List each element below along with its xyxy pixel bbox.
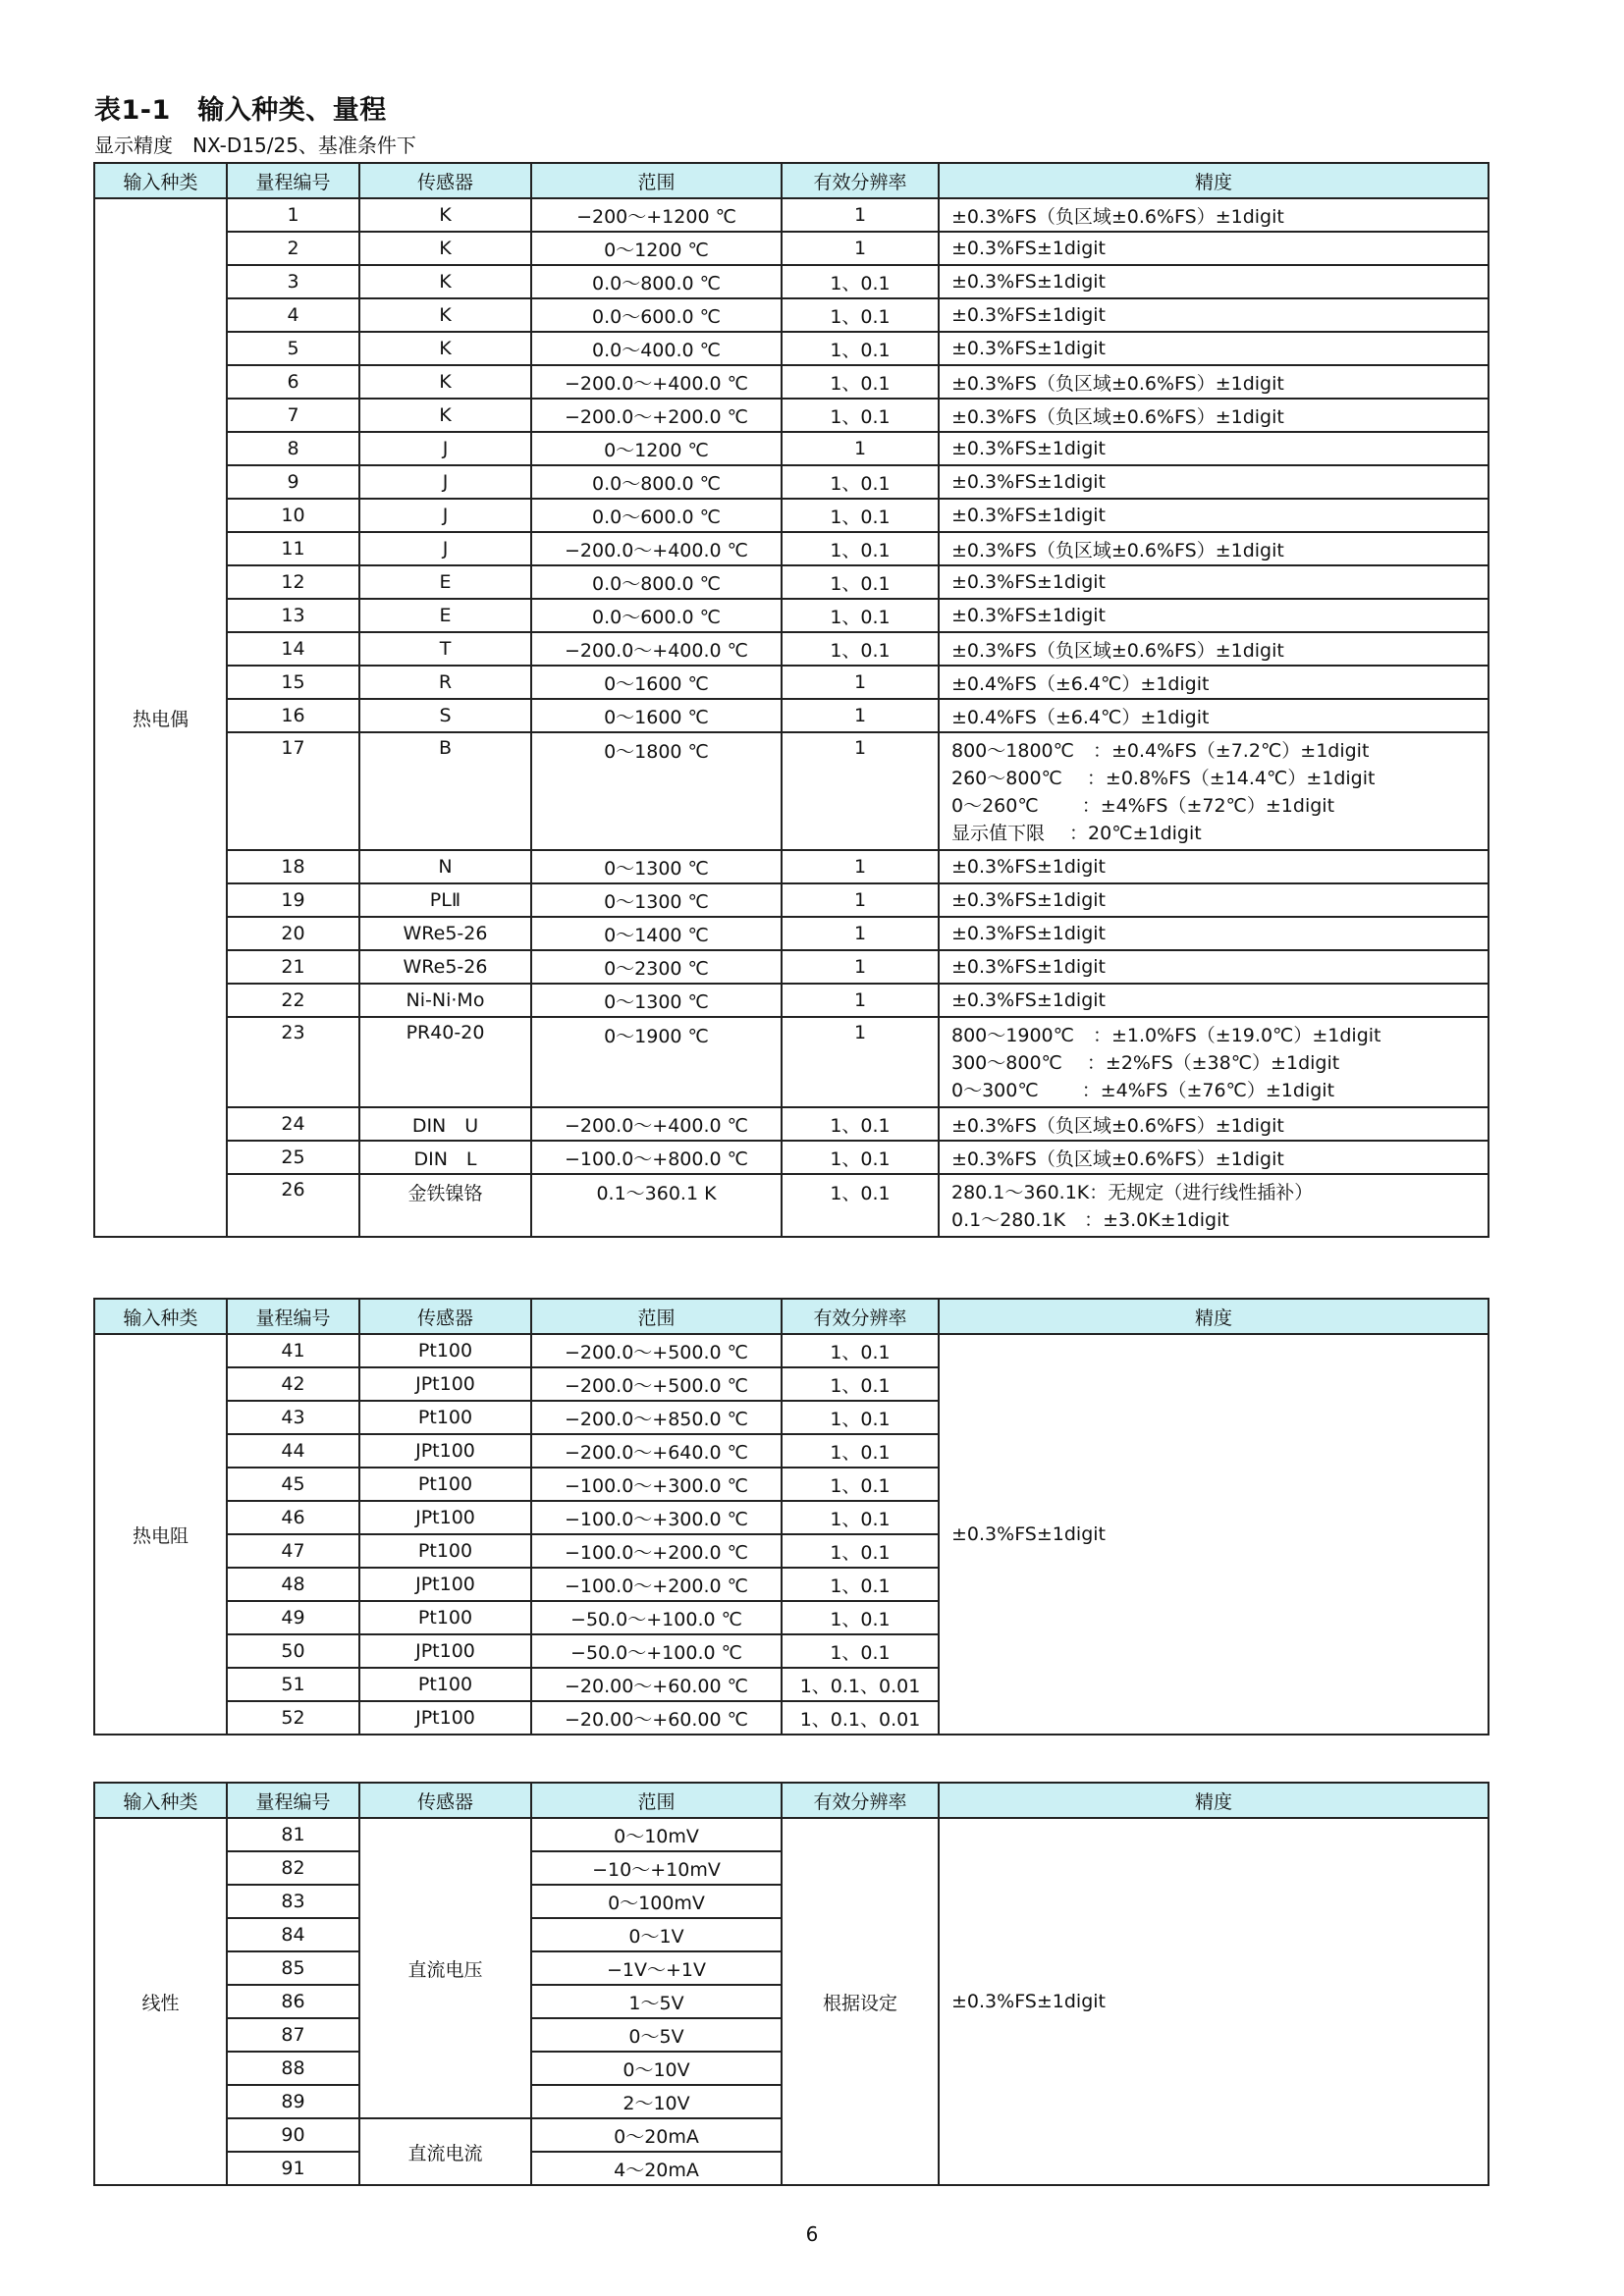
range-cell: 0～20mA xyxy=(531,2118,782,2152)
range-no-cell: 9 xyxy=(227,465,359,499)
sensor-cell: K xyxy=(359,332,531,365)
range-no-cell: 87 xyxy=(227,2018,359,2052)
resolution-cell: 1、0.1 xyxy=(782,365,939,399)
sensor-cell: S xyxy=(359,699,531,732)
range-no-cell: 12 xyxy=(227,565,359,599)
range-no-cell: 82 xyxy=(227,1851,359,1885)
range-no-cell: 15 xyxy=(227,666,359,699)
range-no-cell: 41 xyxy=(227,1334,359,1367)
resolution-cell: 1、0.1 xyxy=(782,1434,939,1468)
accuracy-cell: ±0.3%FS±1digit xyxy=(939,883,1489,917)
resolution-cell: 根据设定 xyxy=(782,1818,939,2185)
sensor-cell: J xyxy=(359,532,531,565)
accuracy-cell: ±0.3%FS±1digit xyxy=(939,917,1489,950)
accuracy-cell: ±0.3%FS±1digit xyxy=(939,465,1489,499)
sensor-cell: JPt100 xyxy=(359,1568,531,1601)
resolution-cell: 1、0.1 xyxy=(782,1107,939,1141)
table-row xyxy=(94,984,1489,1017)
range-cell: 0～1V xyxy=(531,1918,782,1951)
range-cell: 1～5V xyxy=(531,1985,782,2018)
sensor-cell: Ni-Ni·Mo xyxy=(359,984,531,1017)
range-cell: 0～1400 ℃ xyxy=(531,917,782,950)
table-row xyxy=(94,1174,1489,1237)
table-row xyxy=(94,1107,1489,1141)
rtd-table xyxy=(93,1298,1489,1735)
sensor-cell: B xyxy=(359,732,531,850)
resolution-cell: 1、0.1 xyxy=(782,1534,939,1568)
range-cell: −200.0～+500.0 ℃ xyxy=(531,1334,782,1367)
resolution-cell: 1、0.1 xyxy=(782,632,939,666)
accuracy-cell xyxy=(939,1017,1489,1107)
range-cell: 0～1900 ℃ xyxy=(531,1017,782,1107)
range-cell: 0～1200 ℃ xyxy=(531,232,782,265)
range-no-cell: 17 xyxy=(227,732,359,850)
sensor-cell: K xyxy=(359,265,531,298)
range-cell: −50.0～+100.0 ℃ xyxy=(531,1601,782,1634)
range-cell: −200.0～+400.0 ℃ xyxy=(531,1107,782,1141)
range-cell: −100.0～+300.0 ℃ xyxy=(531,1468,782,1501)
accuracy-cell: ±0.3%FS±1digit xyxy=(939,950,1489,984)
accuracy-line: 800～1800℃ ：±0.4%FS（±7.2℃）±1digit xyxy=(951,740,1370,762)
range-no-cell: 83 xyxy=(227,1885,359,1918)
resolution-cell: 1、0.1 xyxy=(782,599,939,632)
range-no-cell: 85 xyxy=(227,1951,359,1985)
range-cell: 4～20mA xyxy=(531,2152,782,2185)
range-cell: 0.0～800.0 ℃ xyxy=(531,465,782,499)
header-range: 范围 xyxy=(531,163,782,198)
range-cell: 2～10V xyxy=(531,2085,782,2118)
range-cell: 0～1300 ℃ xyxy=(531,984,782,1017)
resolution-cell: 1 xyxy=(782,732,939,850)
table-row xyxy=(94,265,1489,298)
resolution-cell: 1、0.1 xyxy=(782,532,939,565)
sensor-cell: WRe5-26 xyxy=(359,950,531,984)
table-row xyxy=(94,1141,1489,1174)
range-cell: 0～1800 ℃ xyxy=(531,732,782,850)
sensor-cell: PR40-20 xyxy=(359,1017,531,1107)
accuracy-line: 280.1～360.1K：无规定（进行线性插补） xyxy=(951,1182,1314,1203)
accuracy-cell: ±0.3%FS±1digit xyxy=(939,850,1489,883)
range-no-cell: 2 xyxy=(227,232,359,265)
sensor-cell: J xyxy=(359,432,531,465)
range-no-cell: 24 xyxy=(227,1107,359,1141)
range-cell: −200.0～+200.0 ℃ xyxy=(531,399,782,432)
resolution-cell: 1、0.1、0.01 xyxy=(782,1701,939,1735)
table-header-row xyxy=(94,1299,1489,1334)
range-cell: 0～10mV xyxy=(531,1818,782,1851)
range-cell: 0～1600 ℃ xyxy=(531,699,782,732)
resolution-cell: 1、0.1 xyxy=(782,1501,939,1534)
range-cell: 0.0～600.0 ℃ xyxy=(531,599,782,632)
range-no-cell: 52 xyxy=(227,1701,359,1735)
range-no-cell: 13 xyxy=(227,599,359,632)
range-no-cell: 6 xyxy=(227,365,359,399)
accuracy-cell xyxy=(939,1174,1489,1237)
header-sensor: 传感器 xyxy=(359,163,531,198)
resolution-cell: 1、0.1 xyxy=(782,499,939,532)
accuracy-cell: ±0.3%FS（负区域±0.6%FS）±1digit xyxy=(939,1141,1489,1174)
table-subtitle: 显示精度 NX-D15/25、基准条件下 xyxy=(94,133,416,157)
resolution-cell: 1、0.1 xyxy=(782,1334,939,1367)
range-cell: 0～100mV xyxy=(531,1885,782,1918)
range-no-cell: 44 xyxy=(227,1434,359,1468)
table-row xyxy=(94,699,1489,732)
header-resolution: 有效分辨率 xyxy=(782,163,939,198)
range-no-cell: 23 xyxy=(227,1017,359,1107)
sensor-cell: DIN L xyxy=(359,1141,531,1174)
table-row xyxy=(94,1334,1489,1367)
range-cell: 0.0～800.0 ℃ xyxy=(531,265,782,298)
range-cell: 0～1200 ℃ xyxy=(531,432,782,465)
range-cell: −200.0～+400.0 ℃ xyxy=(531,632,782,666)
range-no-cell: 22 xyxy=(227,984,359,1017)
resolution-cell: 1、0.1 xyxy=(782,465,939,499)
table-row xyxy=(94,332,1489,365)
range-no-cell: 43 xyxy=(227,1401,359,1434)
table-row xyxy=(94,365,1489,399)
sensor-cell: N xyxy=(359,850,531,883)
table-row xyxy=(94,565,1489,599)
sensor-cell: E xyxy=(359,599,531,632)
range-no-cell: 7 xyxy=(227,399,359,432)
header-sensor: 传感器 xyxy=(359,1783,531,1818)
table-row xyxy=(94,499,1489,532)
table-row xyxy=(94,599,1489,632)
range-no-cell: 91 xyxy=(227,2152,359,2185)
header-sensor: 传感器 xyxy=(359,1299,531,1334)
accuracy-line: 300～800℃ ：±2%FS（±38℃）±1digit xyxy=(951,1052,1340,1074)
table-row xyxy=(94,1017,1489,1107)
accuracy-cell: ±0.3%FS（负区域±0.6%FS）±1digit xyxy=(939,1107,1489,1141)
resolution-cell: 1 xyxy=(782,666,939,699)
accuracy-cell: ±0.3%FS（负区域±0.6%FS）±1digit xyxy=(939,632,1489,666)
thermocouple-table xyxy=(93,162,1489,1238)
range-no-cell: 14 xyxy=(227,632,359,666)
accuracy-cell: ±0.3%FS±1digit xyxy=(939,298,1489,332)
accuracy-line: 0.1～280.1K ：±3.0K±1digit xyxy=(951,1209,1229,1231)
sensor-cell: Pt100 xyxy=(359,1334,531,1367)
sensor-cell: K xyxy=(359,232,531,265)
range-no-cell: 50 xyxy=(227,1634,359,1668)
sensor-cell: JPt100 xyxy=(359,1701,531,1735)
header-resolution: 有效分辨率 xyxy=(782,1783,939,1818)
range-no-cell: 51 xyxy=(227,1668,359,1701)
resolution-cell: 1 xyxy=(782,917,939,950)
table-row xyxy=(94,666,1489,699)
table-row xyxy=(94,632,1489,666)
range-no-cell: 45 xyxy=(227,1468,359,1501)
sensor-cell: R xyxy=(359,666,531,699)
accuracy-cell: ±0.3%FS（负区域±0.6%FS）±1digit xyxy=(939,198,1489,232)
header-range-no: 量程编号 xyxy=(227,1299,359,1334)
table-title: 表1-1 输入种类、量程 xyxy=(94,95,387,126)
table-row xyxy=(94,399,1489,432)
table-row xyxy=(94,850,1489,883)
range-no-cell: 4 xyxy=(227,298,359,332)
sensor-cell: J xyxy=(359,465,531,499)
resolution-cell: 1、0.1 xyxy=(782,399,939,432)
range-no-cell: 88 xyxy=(227,2052,359,2085)
accuracy-cell: ±0.3%FS±1digit xyxy=(939,499,1489,532)
resolution-cell: 1 xyxy=(782,883,939,917)
accuracy-cell: ±0.4%FS（±6.4℃）±1digit xyxy=(939,666,1489,699)
sensor-cell: 直流电流 xyxy=(359,2118,531,2185)
sensor-cell: K xyxy=(359,399,531,432)
range-cell: −20.00～+60.00 ℃ xyxy=(531,1701,782,1735)
sensor-cell: 直流电压 xyxy=(359,1818,531,2118)
input-type-cell: 热电阻 xyxy=(94,1334,227,1735)
table-row xyxy=(94,732,1489,850)
table-header-row xyxy=(94,1783,1489,1818)
range-no-cell: 1 xyxy=(227,198,359,232)
range-no-cell: 47 xyxy=(227,1534,359,1568)
table-row xyxy=(94,950,1489,984)
sensor-cell: 金铁镍铬 xyxy=(359,1174,531,1237)
header-input-type: 输入种类 xyxy=(94,1783,227,1818)
accuracy-line: 260～800℃ ：±0.8%FS（±14.4℃）±1digit xyxy=(951,768,1376,789)
sensor-cell: JPt100 xyxy=(359,1634,531,1668)
range-no-cell: 10 xyxy=(227,499,359,532)
accuracy-line: 0～260℃ ：±4%FS（±72℃）±1digit xyxy=(951,795,1335,817)
table-row xyxy=(94,532,1489,565)
table-row xyxy=(94,917,1489,950)
range-cell: −1V～+1V xyxy=(531,1951,782,1985)
resolution-cell: 1、0.1 xyxy=(782,1174,939,1237)
range-cell: 0～2300 ℃ xyxy=(531,950,782,984)
resolution-cell: 1、0.1 xyxy=(782,265,939,298)
page-number: 6 xyxy=(805,2222,819,2246)
sensor-cell: JPt100 xyxy=(359,1501,531,1534)
range-cell: −200.0～+500.0 ℃ xyxy=(531,1367,782,1401)
table-row xyxy=(94,432,1489,465)
range-cell: 0～1600 ℃ xyxy=(531,666,782,699)
resolution-cell: 1、0.1 xyxy=(782,298,939,332)
header-range: 范围 xyxy=(531,1783,782,1818)
resolution-cell: 1 xyxy=(782,198,939,232)
sensor-cell: K xyxy=(359,298,531,332)
resolution-cell: 1、0.1 xyxy=(782,1568,939,1601)
header-resolution: 有效分辨率 xyxy=(782,1299,939,1334)
accuracy-cell: ±0.3%FS±1digit xyxy=(939,232,1489,265)
accuracy-cell xyxy=(939,732,1489,850)
range-cell: −50.0～+100.0 ℃ xyxy=(531,1634,782,1668)
range-cell: −100.0～+300.0 ℃ xyxy=(531,1501,782,1534)
resolution-cell: 1 xyxy=(782,232,939,265)
range-cell: 0.0～800.0 ℃ xyxy=(531,565,782,599)
range-no-cell: 42 xyxy=(227,1367,359,1401)
header-range: 范围 xyxy=(531,1299,782,1334)
range-cell: −100.0～+200.0 ℃ xyxy=(531,1534,782,1568)
sensor-cell: K xyxy=(359,365,531,399)
accuracy-line: 0～300℃ ：±4%FS（±76℃）±1digit xyxy=(951,1080,1335,1101)
resolution-cell: 1、0.1 xyxy=(782,1601,939,1634)
header-accuracy: 精度 xyxy=(939,1783,1489,1818)
header-accuracy: 精度 xyxy=(939,163,1489,198)
range-no-cell: 8 xyxy=(227,432,359,465)
accuracy-line: 800～1900℃ ：±1.0%FS（±19.0℃）±1digit xyxy=(951,1025,1381,1046)
accuracy-cell: ±0.3%FS±1digit xyxy=(939,332,1489,365)
range-cell: −100.0～+800.0 ℃ xyxy=(531,1141,782,1174)
range-cell: −200.0～+400.0 ℃ xyxy=(531,532,782,565)
sensor-cell: JPt100 xyxy=(359,1367,531,1401)
range-no-cell: 11 xyxy=(227,532,359,565)
range-no-cell: 26 xyxy=(227,1174,359,1237)
accuracy-cell: ±0.3%FS（负区域±0.6%FS）±1digit xyxy=(939,532,1489,565)
accuracy-cell: ±0.3%FS±1digit xyxy=(939,565,1489,599)
resolution-cell: 1、0.1 xyxy=(782,1634,939,1668)
input-type-cell: 热电偶 xyxy=(94,198,227,1237)
table-header-row xyxy=(94,163,1489,198)
accuracy-line: 显示值下限 ：20℃±1digit xyxy=(951,823,1202,844)
accuracy-cell: ±0.3%FS±1digit xyxy=(939,1818,1489,2185)
range-no-cell: 25 xyxy=(227,1141,359,1174)
resolution-cell: 1 xyxy=(782,950,939,984)
range-cell: −100.0～+200.0 ℃ xyxy=(531,1568,782,1601)
table-row xyxy=(94,1818,1489,1851)
range-no-cell: 86 xyxy=(227,1985,359,2018)
range-cell: 0.1～360.1 K xyxy=(531,1174,782,1237)
range-no-cell: 20 xyxy=(227,917,359,950)
resolution-cell: 1 xyxy=(782,1017,939,1107)
accuracy-cell: ±0.3%FS±1digit xyxy=(939,1334,1489,1735)
range-cell: −20.00～+60.00 ℃ xyxy=(531,1668,782,1701)
range-cell: −10～+10mV xyxy=(531,1851,782,1885)
resolution-cell: 1、0.1 xyxy=(782,332,939,365)
header-range-no: 量程编号 xyxy=(227,1783,359,1818)
range-no-cell: 3 xyxy=(227,265,359,298)
range-no-cell: 5 xyxy=(227,332,359,365)
range-cell: 0～1300 ℃ xyxy=(531,883,782,917)
sensor-cell: Pt100 xyxy=(359,1601,531,1634)
range-no-cell: 84 xyxy=(227,1918,359,1951)
resolution-cell: 1 xyxy=(782,984,939,1017)
sensor-cell: PLⅡ xyxy=(359,883,531,917)
sensor-cell: K xyxy=(359,198,531,232)
table-row xyxy=(94,465,1489,499)
linear-table xyxy=(93,1782,1489,2186)
range-cell: 0～10V xyxy=(531,2052,782,2085)
range-cell: −200.0～+640.0 ℃ xyxy=(531,1434,782,1468)
accuracy-cell: ±0.3%FS±1digit xyxy=(939,599,1489,632)
resolution-cell: 1、0.1 xyxy=(782,1401,939,1434)
resolution-cell: 1、0.1 xyxy=(782,1141,939,1174)
accuracy-cell: ±0.3%FS（负区域±0.6%FS）±1digit xyxy=(939,399,1489,432)
input-type-cell: 线性 xyxy=(94,1818,227,2185)
sensor-cell: WRe5-26 xyxy=(359,917,531,950)
sensor-cell: Pt100 xyxy=(359,1401,531,1434)
range-no-cell: 89 xyxy=(227,2085,359,2118)
range-no-cell: 16 xyxy=(227,699,359,732)
accuracy-cell: ±0.3%FS±1digit xyxy=(939,984,1489,1017)
sensor-cell: JPt100 xyxy=(359,1434,531,1468)
range-no-cell: 21 xyxy=(227,950,359,984)
range-no-cell: 81 xyxy=(227,1818,359,1851)
sensor-cell: J xyxy=(359,499,531,532)
table-row xyxy=(94,198,1489,232)
sensor-cell: Pt100 xyxy=(359,1468,531,1501)
range-no-cell: 18 xyxy=(227,850,359,883)
resolution-cell: 1、0.1 xyxy=(782,1468,939,1501)
range-cell: 0～1300 ℃ xyxy=(531,850,782,883)
resolution-cell: 1 xyxy=(782,699,939,732)
resolution-cell: 1、0.1 xyxy=(782,1367,939,1401)
range-cell: −200～+1200 ℃ xyxy=(531,198,782,232)
sensor-cell: T xyxy=(359,632,531,666)
range-cell: 0.0～600.0 ℃ xyxy=(531,298,782,332)
table-row xyxy=(94,298,1489,332)
header-input-type: 输入种类 xyxy=(94,163,227,198)
accuracy-cell: ±0.3%FS（负区域±0.6%FS）±1digit xyxy=(939,365,1489,399)
sensor-cell: Pt100 xyxy=(359,1668,531,1701)
range-cell: −200.0～+400.0 ℃ xyxy=(531,365,782,399)
header-range-no: 量程编号 xyxy=(227,163,359,198)
resolution-cell: 1 xyxy=(782,850,939,883)
sensor-cell: Pt100 xyxy=(359,1534,531,1568)
sensor-cell: E xyxy=(359,565,531,599)
range-cell: 0.0～600.0 ℃ xyxy=(531,499,782,532)
range-no-cell: 48 xyxy=(227,1568,359,1601)
table-row xyxy=(94,883,1489,917)
header-accuracy: 精度 xyxy=(939,1299,1489,1334)
range-no-cell: 19 xyxy=(227,883,359,917)
range-no-cell: 90 xyxy=(227,2118,359,2152)
accuracy-cell: ±0.4%FS（±6.4℃）±1digit xyxy=(939,699,1489,732)
table-row xyxy=(94,232,1489,265)
header-input-type: 输入种类 xyxy=(94,1299,227,1334)
range-cell: −200.0～+850.0 ℃ xyxy=(531,1401,782,1434)
accuracy-cell: ±0.3%FS±1digit xyxy=(939,432,1489,465)
range-no-cell: 46 xyxy=(227,1501,359,1534)
resolution-cell: 1、0.1、0.01 xyxy=(782,1668,939,1701)
resolution-cell: 1、0.1 xyxy=(782,565,939,599)
accuracy-cell: ±0.3%FS±1digit xyxy=(939,265,1489,298)
sensor-cell: DIN U xyxy=(359,1107,531,1141)
range-cell: 0.0～400.0 ℃ xyxy=(531,332,782,365)
range-no-cell: 49 xyxy=(227,1601,359,1634)
resolution-cell: 1 xyxy=(782,432,939,465)
range-cell: 0～5V xyxy=(531,2018,782,2052)
